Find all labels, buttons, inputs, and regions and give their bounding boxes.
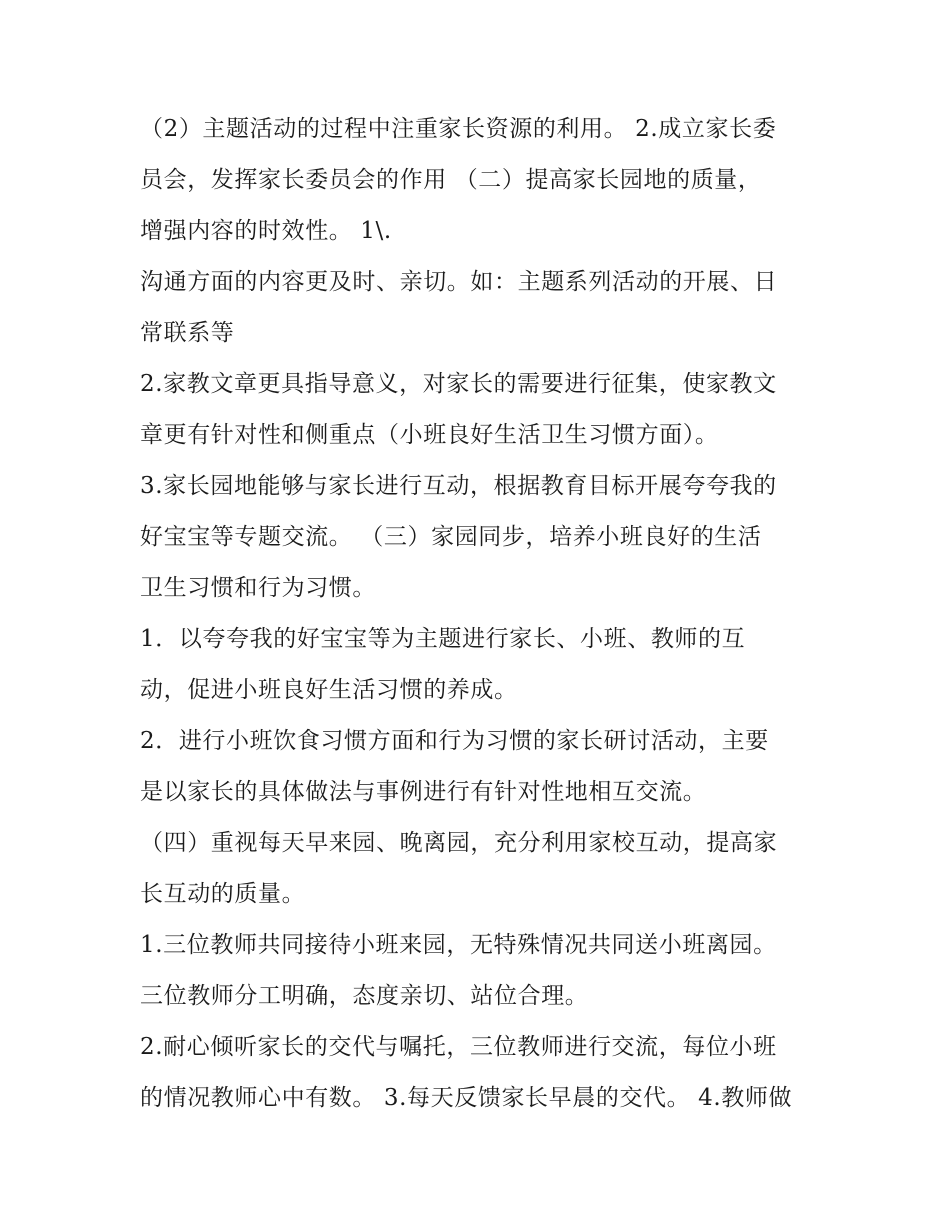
text-line: 是以家长的具体做法与事例进行有针对性地相互交流。 xyxy=(140,779,707,805)
text-line: 沟通方面的内容更及时、亲切。如：主题系列活动的开展、日 xyxy=(140,269,778,295)
text-line: 增强内容的时效性。 1\. xyxy=(140,218,392,244)
text-line: 员会，发挥家长委员会的作用 （二）提高家长园地的质量， xyxy=(140,167,762,193)
text-line: 2.耐心倾听家长的交代与嘱托，三位教师进行交流，每位小班 xyxy=(140,1034,777,1060)
text-line: 章更有针对性和侧重点（小班良好生活卫生习惯方面）。 xyxy=(140,422,719,448)
text-line: （四）重视每天早来园、晚离园，充分利用家校互动，提高家 xyxy=(140,830,778,856)
text-line: 三位教师分工明确，态度亲切、站位合理。 xyxy=(140,983,589,1009)
text-line: 动，促进小班良好生活习惯的养成。 xyxy=(140,677,518,703)
text-line: 的情况教师心中有数。 3.每天反馈家长早晨的交代。 4.教师做 xyxy=(140,1085,793,1111)
text-line: 1．以夸夸我的好宝宝等为主题进行家长、小班、教师的互 xyxy=(140,626,746,652)
text-line: （2）主题活动的过程中注重家长资源的利用。 2.成立家长委 xyxy=(140,116,777,142)
text-line: 3.家长园地能够与家长进行互动，根据教育目标开展夸夸我的 xyxy=(140,473,777,499)
text-line: 1.三位教师共同接待小班来园，无特殊情况共同送小班离园。 xyxy=(140,932,777,958)
text-line: 常联系等 xyxy=(140,320,235,346)
text-line: 好宝宝等专题交流。 （三）家园同步，培养小班良好的生活 xyxy=(140,524,762,550)
text-line: 2．进行小班饮食习惯方面和行为习惯的家长研讨活动，主要 xyxy=(140,728,769,754)
text-line: 长互动的质量。 xyxy=(140,881,306,907)
text-line: 2.家教文章更具指导意义，对家长的需要进行征集，使家教文 xyxy=(140,371,777,397)
text-line: 卫生习惯和行为习惯。 xyxy=(140,575,376,601)
